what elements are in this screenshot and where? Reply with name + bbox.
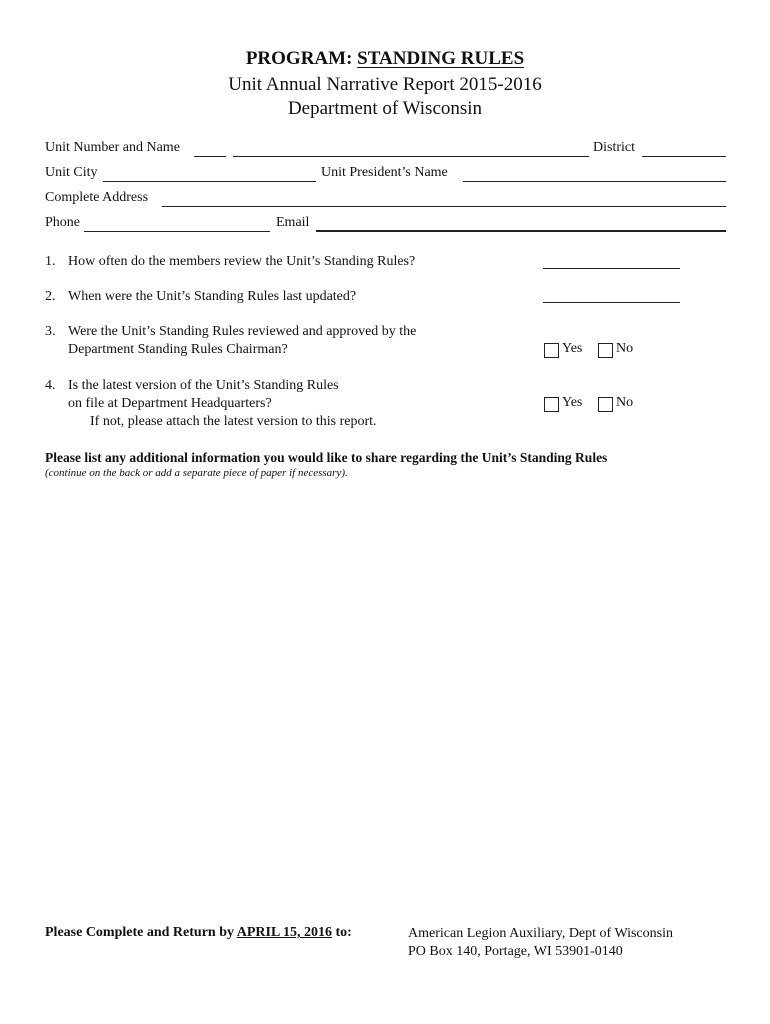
question-3-yes-checkbox[interactable] bbox=[544, 343, 559, 358]
return-deadline: APRIL 15, 2016 bbox=[236, 925, 333, 940]
department-name: Department of Wisconsin bbox=[287, 98, 483, 119]
program-name: STANDING RULES bbox=[357, 48, 525, 69]
additional-info-heading: Please list any additional information you would like to share regarding the Unit’s Standing Rules bbox=[45, 450, 608, 465]
unit-city-field[interactable] bbox=[103, 181, 316, 182]
complete-address-label: Complete Address bbox=[45, 190, 149, 205]
question-4-yes-label: Yes bbox=[562, 395, 583, 410]
question-4-line2: on file at Department Headquarters? bbox=[68, 396, 272, 411]
question-1-number: 1. bbox=[45, 254, 56, 269]
district-label: District bbox=[593, 140, 635, 155]
unit-president-field[interactable] bbox=[463, 181, 726, 182]
question-3-no-label: No bbox=[616, 341, 634, 356]
question-4-no-checkbox[interactable] bbox=[598, 397, 613, 412]
form-title bbox=[0, 48, 770, 70]
question-4-note: If not, please attach the latest version to this report. bbox=[90, 414, 377, 429]
return-suffix: to: bbox=[332, 925, 352, 940]
unit-number-label: Unit Number and Name bbox=[45, 140, 180, 155]
question-4-line1: Is the latest version of the Unit’s Standing Rules bbox=[68, 378, 339, 393]
unit-city-label: Unit City bbox=[45, 165, 98, 180]
question-4-no-label: No bbox=[616, 395, 634, 410]
district-field[interactable] bbox=[642, 156, 726, 157]
question-3-no-checkbox[interactable] bbox=[598, 343, 613, 358]
return-address-line-1: American Legion Auxiliary, Dept of Wisconsin bbox=[408, 926, 673, 941]
unit-name-field[interactable] bbox=[233, 156, 589, 157]
email-field[interactable] bbox=[316, 230, 726, 232]
phone-label: Phone bbox=[45, 215, 80, 230]
unit-president-label: Unit President’s Name bbox=[321, 165, 448, 180]
question-3-number: 3. bbox=[45, 324, 56, 339]
question-3-line1: Were the Unit’s Standing Rules reviewed and approved by the bbox=[68, 324, 417, 339]
email-label: Email bbox=[276, 215, 310, 230]
question-3-yes-label: Yes bbox=[562, 341, 583, 356]
question-1-answer-field[interactable] bbox=[543, 268, 680, 269]
program-prefix: PROGRAM: bbox=[245, 48, 358, 69]
additional-info-area[interactable] bbox=[45, 488, 725, 908]
unit-number-field[interactable] bbox=[194, 156, 226, 157]
question-2-answer-field[interactable] bbox=[543, 302, 680, 303]
question-4-yes-checkbox[interactable] bbox=[544, 397, 559, 412]
return-address-line-2: PO Box 140, Portage, WI 53901-0140 bbox=[408, 944, 623, 959]
phone-field[interactable] bbox=[84, 231, 270, 232]
question-3-line2: Department Standing Rules Chairman? bbox=[68, 342, 288, 357]
question-1-text: How often do the members review the Unit’s Standing Rules? bbox=[68, 254, 416, 269]
report-subtitle: Unit Annual Narrative Report 2015-2016 bbox=[228, 74, 542, 95]
additional-info-note: (continue on the back or add a separate piece of paper if necessary). bbox=[45, 467, 348, 479]
return-prefix: Please Complete and Return by bbox=[45, 925, 237, 940]
return-instructions bbox=[45, 925, 352, 941]
question-4-number: 4. bbox=[45, 378, 56, 393]
complete-address-field[interactable] bbox=[162, 206, 726, 207]
question-2-number: 2. bbox=[45, 289, 56, 304]
question-2-text: When were the Unit’s Standing Rules last updated? bbox=[68, 289, 357, 304]
